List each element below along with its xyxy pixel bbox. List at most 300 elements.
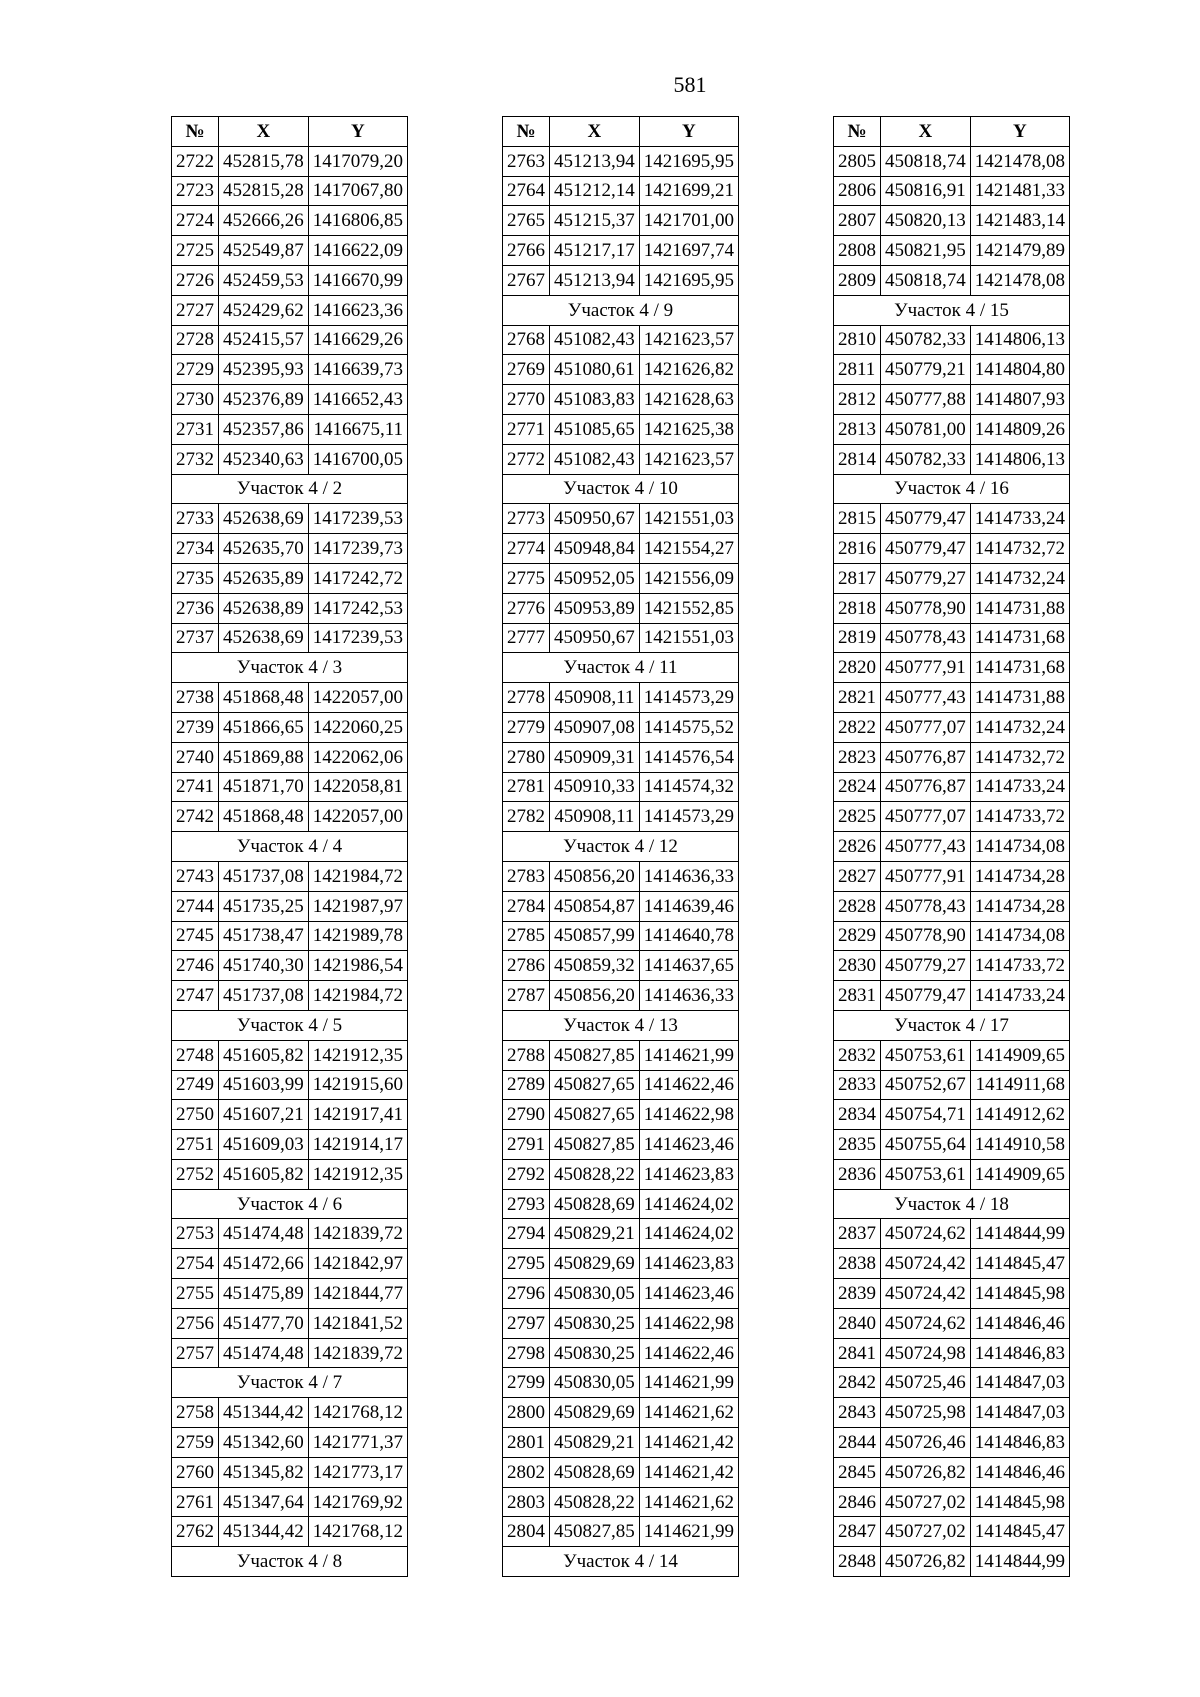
x-coordinate-cell: 450859,32 bbox=[550, 951, 640, 981]
section-row bbox=[503, 1547, 739, 1577]
table-row bbox=[172, 1308, 408, 1338]
point-number-cell: 2752 bbox=[172, 1159, 219, 1189]
section-label: Участок 4 / 11 bbox=[503, 653, 739, 683]
y-coordinate-cell: 1421839,72 bbox=[308, 1219, 407, 1249]
point-number-cell: 2726 bbox=[172, 265, 219, 295]
x-coordinate-cell: 450950,67 bbox=[550, 504, 640, 534]
x-coordinate-cell: 452635,89 bbox=[219, 563, 309, 593]
table-row bbox=[172, 1249, 408, 1279]
y-coordinate-cell: 1421481,33 bbox=[970, 176, 1069, 206]
point-number-cell: 2737 bbox=[172, 623, 219, 653]
table-row bbox=[172, 1487, 408, 1517]
point-number-cell: 2754 bbox=[172, 1249, 219, 1279]
y-coordinate-cell: 1414639,46 bbox=[639, 891, 738, 921]
y-coordinate-cell: 1421478,08 bbox=[970, 146, 1069, 176]
y-coordinate-cell: 1421552,85 bbox=[639, 593, 738, 623]
y-coordinate-cell: 1421556,09 bbox=[639, 563, 738, 593]
table-row bbox=[172, 1279, 408, 1309]
x-coordinate-cell: 450781,00 bbox=[881, 414, 971, 444]
x-coordinate-cell: 450827,65 bbox=[550, 1100, 640, 1130]
y-coordinate-cell: 1414731,68 bbox=[970, 653, 1069, 683]
x-coordinate-cell: 451083,83 bbox=[550, 385, 640, 415]
section-label: Участок 4 / 18 bbox=[834, 1189, 1070, 1219]
table-row bbox=[834, 951, 1070, 981]
table-row bbox=[172, 206, 408, 236]
x-coordinate-cell: 451474,48 bbox=[219, 1219, 309, 1249]
point-number-cell: 2755 bbox=[172, 1279, 219, 1309]
table-row bbox=[503, 1040, 739, 1070]
point-number-cell: 2756 bbox=[172, 1308, 219, 1338]
table-row bbox=[172, 593, 408, 623]
x-coordinate-cell: 450725,46 bbox=[881, 1368, 971, 1398]
x-coordinate-cell: 450727,02 bbox=[881, 1487, 971, 1517]
table-row bbox=[834, 1457, 1070, 1487]
point-number-cell: 2795 bbox=[503, 1249, 550, 1279]
point-number-cell: 2758 bbox=[172, 1398, 219, 1428]
y-coordinate-cell: 1417067,80 bbox=[308, 176, 407, 206]
point-number-cell: 2766 bbox=[503, 236, 550, 266]
section-row bbox=[503, 653, 739, 683]
table-row bbox=[834, 355, 1070, 385]
table-row bbox=[503, 891, 739, 921]
table-row bbox=[172, 444, 408, 474]
x-coordinate-cell: 452395,93 bbox=[219, 355, 309, 385]
table-row bbox=[172, 1517, 408, 1547]
table-row bbox=[834, 414, 1070, 444]
x-coordinate-cell: 452549,87 bbox=[219, 236, 309, 266]
table-row bbox=[834, 593, 1070, 623]
y-coordinate-cell: 1422060,25 bbox=[308, 712, 407, 742]
x-coordinate-cell: 450856,20 bbox=[550, 861, 640, 891]
table-row bbox=[503, 325, 739, 355]
table-row bbox=[172, 414, 408, 444]
table-row bbox=[834, 1517, 1070, 1547]
point-number-cell: 2801 bbox=[503, 1428, 550, 1458]
x-coordinate-cell: 451866,65 bbox=[219, 712, 309, 742]
point-number-cell: 2814 bbox=[834, 444, 881, 474]
point-number-cell: 2786 bbox=[503, 951, 550, 981]
table-row bbox=[172, 1040, 408, 1070]
point-number-cell: 2799 bbox=[503, 1368, 550, 1398]
table-row bbox=[503, 712, 739, 742]
point-number-cell: 2837 bbox=[834, 1219, 881, 1249]
y-coordinate-cell: 1414637,65 bbox=[639, 951, 738, 981]
x-coordinate-cell: 451868,48 bbox=[219, 802, 309, 832]
y-coordinate-cell: 1414624,02 bbox=[639, 1219, 738, 1249]
point-number-cell: 2770 bbox=[503, 385, 550, 415]
table-row bbox=[503, 1308, 739, 1338]
point-number-cell: 2841 bbox=[834, 1338, 881, 1368]
y-coordinate-cell: 1414909,65 bbox=[970, 1040, 1069, 1070]
x-coordinate-cell: 452635,70 bbox=[219, 534, 309, 564]
x-coordinate-cell: 450778,90 bbox=[881, 593, 971, 623]
point-number-cell: 2808 bbox=[834, 236, 881, 266]
y-coordinate-cell: 1422057,00 bbox=[308, 683, 407, 713]
table-row bbox=[834, 176, 1070, 206]
section-row bbox=[503, 1010, 739, 1040]
point-number-cell: 2790 bbox=[503, 1100, 550, 1130]
table-row bbox=[172, 355, 408, 385]
point-number-cell: 2839 bbox=[834, 1279, 881, 1309]
y-coordinate-cell: 1416806,85 bbox=[308, 206, 407, 236]
x-coordinate-cell: 452340,63 bbox=[219, 444, 309, 474]
x-coordinate-cell: 450827,85 bbox=[550, 1517, 640, 1547]
x-coordinate-cell: 451735,25 bbox=[219, 891, 309, 921]
x-coordinate-cell: 451344,42 bbox=[219, 1517, 309, 1547]
y-coordinate-cell: 1414621,99 bbox=[639, 1368, 738, 1398]
table-row bbox=[834, 504, 1070, 534]
table-row bbox=[834, 921, 1070, 951]
point-number-cell: 2827 bbox=[834, 861, 881, 891]
section-label: Участок 4 / 15 bbox=[834, 295, 1070, 325]
y-coordinate-cell: 1421917,41 bbox=[308, 1100, 407, 1130]
y-coordinate-cell: 1421915,60 bbox=[308, 1070, 407, 1100]
table-row bbox=[834, 444, 1070, 474]
y-coordinate-cell: 1414732,24 bbox=[970, 712, 1069, 742]
point-number-cell: 2774 bbox=[503, 534, 550, 564]
table-row bbox=[503, 1368, 739, 1398]
point-number-cell: 2738 bbox=[172, 683, 219, 713]
point-number-cell: 2817 bbox=[834, 563, 881, 593]
point-number-cell: 2847 bbox=[834, 1517, 881, 1547]
y-coordinate-cell: 1414622,46 bbox=[639, 1338, 738, 1368]
y-coordinate-cell: 1414573,29 bbox=[639, 802, 738, 832]
x-coordinate-cell: 452815,28 bbox=[219, 176, 309, 206]
y-coordinate-cell: 1414731,88 bbox=[970, 593, 1069, 623]
x-coordinate-cell: 450779,47 bbox=[881, 981, 971, 1011]
table-row bbox=[834, 981, 1070, 1011]
y-coordinate-cell: 1414845,98 bbox=[970, 1487, 1069, 1517]
point-number-cell: 2811 bbox=[834, 355, 881, 385]
x-coordinate-cell: 450724,98 bbox=[881, 1338, 971, 1368]
point-number-cell: 2815 bbox=[834, 504, 881, 534]
table-row bbox=[834, 1487, 1070, 1517]
table-row bbox=[503, 1219, 739, 1249]
y-coordinate-cell: 1416675,11 bbox=[308, 414, 407, 444]
table-row bbox=[834, 1249, 1070, 1279]
y-coordinate-cell: 1421914,17 bbox=[308, 1130, 407, 1160]
x-coordinate-cell: 452638,69 bbox=[219, 504, 309, 534]
x-coordinate-cell: 450777,91 bbox=[881, 653, 971, 683]
y-coordinate-cell: 1421773,17 bbox=[308, 1457, 407, 1487]
table-row bbox=[834, 146, 1070, 176]
table-row bbox=[503, 742, 739, 772]
point-number-cell: 2794 bbox=[503, 1219, 550, 1249]
y-coordinate-cell: 1421699,21 bbox=[639, 176, 738, 206]
table-row bbox=[503, 414, 739, 444]
y-coordinate-cell: 1414732,24 bbox=[970, 563, 1069, 593]
table-header-row bbox=[172, 117, 408, 147]
y-coordinate-cell: 1414636,33 bbox=[639, 981, 738, 1011]
table-row bbox=[834, 1279, 1070, 1309]
point-number-cell: 2819 bbox=[834, 623, 881, 653]
point-number-cell: 2734 bbox=[172, 534, 219, 564]
point-number-cell: 2722 bbox=[172, 146, 219, 176]
point-number-cell: 2830 bbox=[834, 951, 881, 981]
page-number: 581 bbox=[673, 72, 707, 97]
x-coordinate-cell: 451472,66 bbox=[219, 1249, 309, 1279]
y-coordinate-cell: 1421551,03 bbox=[639, 623, 738, 653]
x-coordinate-cell: 450782,33 bbox=[881, 325, 971, 355]
table-row bbox=[503, 623, 739, 653]
point-number-cell: 2740 bbox=[172, 742, 219, 772]
y-coordinate-cell: 1414576,54 bbox=[639, 742, 738, 772]
point-number-cell: 2772 bbox=[503, 444, 550, 474]
x-coordinate-cell: 451215,37 bbox=[550, 206, 640, 236]
y-coordinate-cell: 1414845,47 bbox=[970, 1249, 1069, 1279]
point-number-cell: 2797 bbox=[503, 1308, 550, 1338]
point-number-cell: 2843 bbox=[834, 1398, 881, 1428]
table-row bbox=[503, 1130, 739, 1160]
table-row bbox=[172, 891, 408, 921]
point-number-cell: 2745 bbox=[172, 921, 219, 951]
y-coordinate-cell: 1414640,78 bbox=[639, 921, 738, 951]
table-row bbox=[834, 1547, 1070, 1577]
table-row bbox=[834, 265, 1070, 295]
point-number-cell: 2765 bbox=[503, 206, 550, 236]
table-row bbox=[834, 1398, 1070, 1428]
y-coordinate-cell: 1416652,43 bbox=[308, 385, 407, 415]
x-coordinate-cell: 450827,85 bbox=[550, 1040, 640, 1070]
table-row bbox=[172, 861, 408, 891]
y-coordinate-cell: 1414844,99 bbox=[970, 1547, 1069, 1577]
x-coordinate-cell: 450910,33 bbox=[550, 772, 640, 802]
table-row bbox=[172, 236, 408, 266]
point-number-cell: 2823 bbox=[834, 742, 881, 772]
x-coordinate-cell: 451212,14 bbox=[550, 176, 640, 206]
header-x: X bbox=[219, 117, 309, 147]
y-coordinate-cell: 1421478,08 bbox=[970, 265, 1069, 295]
x-coordinate-cell: 452666,26 bbox=[219, 206, 309, 236]
y-coordinate-cell: 1414845,47 bbox=[970, 1517, 1069, 1547]
table-row bbox=[834, 1070, 1070, 1100]
y-coordinate-cell: 1414636,33 bbox=[639, 861, 738, 891]
table-row bbox=[834, 1219, 1070, 1249]
point-number-cell: 2822 bbox=[834, 712, 881, 742]
x-coordinate-cell: 450821,95 bbox=[881, 236, 971, 266]
table-row bbox=[503, 1159, 739, 1189]
table-row bbox=[834, 385, 1070, 415]
x-coordinate-cell: 451082,43 bbox=[550, 444, 640, 474]
y-coordinate-cell: 1414623,46 bbox=[639, 1279, 738, 1309]
point-number-cell: 2760 bbox=[172, 1457, 219, 1487]
header-x: X bbox=[881, 117, 971, 147]
point-number-cell: 2833 bbox=[834, 1070, 881, 1100]
table-row bbox=[834, 1308, 1070, 1338]
x-coordinate-cell: 450818,74 bbox=[881, 146, 971, 176]
y-coordinate-cell: 1416623,36 bbox=[308, 295, 407, 325]
table-row bbox=[172, 1100, 408, 1130]
y-coordinate-cell: 1414806,13 bbox=[970, 444, 1069, 474]
point-number-cell: 2781 bbox=[503, 772, 550, 802]
table-row bbox=[503, 1457, 739, 1487]
section-label: Участок 4 / 16 bbox=[834, 474, 1070, 504]
y-coordinate-cell: 1414621,62 bbox=[639, 1398, 738, 1428]
table-row bbox=[503, 1428, 739, 1458]
y-coordinate-cell: 1421551,03 bbox=[639, 504, 738, 534]
table-row bbox=[172, 385, 408, 415]
point-number-cell: 2818 bbox=[834, 593, 881, 623]
table-row bbox=[834, 891, 1070, 921]
y-coordinate-cell: 1416670,99 bbox=[308, 265, 407, 295]
y-coordinate-cell: 1414621,42 bbox=[639, 1457, 738, 1487]
x-coordinate-cell: 450828,69 bbox=[550, 1457, 640, 1487]
section-label: Участок 4 / 8 bbox=[172, 1547, 408, 1577]
point-number-cell: 2831 bbox=[834, 981, 881, 1011]
x-coordinate-cell: 450778,43 bbox=[881, 623, 971, 653]
point-number-cell: 2787 bbox=[503, 981, 550, 1011]
point-number-cell: 2750 bbox=[172, 1100, 219, 1130]
point-number-cell: 2812 bbox=[834, 385, 881, 415]
y-coordinate-cell: 1414911,68 bbox=[970, 1070, 1069, 1100]
x-coordinate-cell: 450724,62 bbox=[881, 1219, 971, 1249]
y-coordinate-cell: 1421984,72 bbox=[308, 981, 407, 1011]
table-row bbox=[834, 861, 1070, 891]
y-coordinate-cell: 1414733,24 bbox=[970, 772, 1069, 802]
y-coordinate-cell: 1421554,27 bbox=[639, 534, 738, 564]
x-coordinate-cell: 450908,11 bbox=[550, 802, 640, 832]
point-number-cell: 2731 bbox=[172, 414, 219, 444]
section-row bbox=[172, 474, 408, 504]
table-row bbox=[834, 206, 1070, 236]
point-number-cell: 2792 bbox=[503, 1159, 550, 1189]
y-coordinate-cell: 1414621,99 bbox=[639, 1040, 738, 1070]
x-coordinate-cell: 450776,87 bbox=[881, 772, 971, 802]
y-coordinate-cell: 1414846,83 bbox=[970, 1428, 1069, 1458]
table-row bbox=[834, 802, 1070, 832]
y-coordinate-cell: 1421483,14 bbox=[970, 206, 1069, 236]
section-label: Участок 4 / 13 bbox=[503, 1010, 739, 1040]
table-row bbox=[834, 1368, 1070, 1398]
y-coordinate-cell: 1414847,03 bbox=[970, 1398, 1069, 1428]
y-coordinate-cell: 1421839,72 bbox=[308, 1338, 407, 1368]
x-coordinate-cell: 451605,82 bbox=[219, 1040, 309, 1070]
x-coordinate-cell: 451474,48 bbox=[219, 1338, 309, 1368]
y-coordinate-cell: 1421768,12 bbox=[308, 1398, 407, 1428]
y-coordinate-cell: 1414573,29 bbox=[639, 683, 738, 713]
y-coordinate-cell: 1414733,24 bbox=[970, 504, 1069, 534]
point-number-cell: 2748 bbox=[172, 1040, 219, 1070]
point-number-cell: 2759 bbox=[172, 1428, 219, 1458]
y-coordinate-cell: 1421841,52 bbox=[308, 1308, 407, 1338]
section-row bbox=[503, 832, 739, 862]
x-coordinate-cell: 451217,17 bbox=[550, 236, 640, 266]
y-coordinate-cell: 1421695,95 bbox=[639, 265, 738, 295]
point-number-cell: 2826 bbox=[834, 832, 881, 862]
point-number-cell: 2813 bbox=[834, 414, 881, 444]
y-coordinate-cell: 1414733,72 bbox=[970, 802, 1069, 832]
y-coordinate-cell: 1421912,35 bbox=[308, 1159, 407, 1189]
x-coordinate-cell: 451344,42 bbox=[219, 1398, 309, 1428]
y-coordinate-cell: 1422057,00 bbox=[308, 802, 407, 832]
y-coordinate-cell: 1421771,37 bbox=[308, 1428, 407, 1458]
point-number-cell: 2763 bbox=[503, 146, 550, 176]
point-number-cell: 2749 bbox=[172, 1070, 219, 1100]
section-row bbox=[503, 474, 739, 504]
x-coordinate-cell: 450828,22 bbox=[550, 1487, 640, 1517]
point-number-cell: 2735 bbox=[172, 563, 219, 593]
point-number-cell: 2807 bbox=[834, 206, 881, 236]
table-row bbox=[172, 981, 408, 1011]
table-row bbox=[503, 385, 739, 415]
table-row bbox=[503, 802, 739, 832]
x-coordinate-cell: 450777,07 bbox=[881, 712, 971, 742]
y-coordinate-cell: 1421989,78 bbox=[308, 921, 407, 951]
section-label: Участок 4 / 9 bbox=[503, 295, 739, 325]
x-coordinate-cell: 451738,47 bbox=[219, 921, 309, 951]
y-coordinate-cell: 1414624,02 bbox=[639, 1189, 738, 1219]
x-coordinate-cell: 450777,43 bbox=[881, 832, 971, 862]
y-coordinate-cell: 1416629,26 bbox=[308, 325, 407, 355]
x-coordinate-cell: 452638,69 bbox=[219, 623, 309, 653]
y-coordinate-cell: 1421984,72 bbox=[308, 861, 407, 891]
x-coordinate-cell: 450779,47 bbox=[881, 504, 971, 534]
x-coordinate-cell: 451869,88 bbox=[219, 742, 309, 772]
table-row bbox=[503, 951, 739, 981]
section-label: Участок 4 / 4 bbox=[172, 832, 408, 862]
y-coordinate-cell: 1414846,83 bbox=[970, 1338, 1069, 1368]
x-coordinate-cell: 452376,89 bbox=[219, 385, 309, 415]
point-number-cell: 2732 bbox=[172, 444, 219, 474]
table-row bbox=[503, 504, 739, 534]
x-coordinate-cell: 451342,60 bbox=[219, 1428, 309, 1458]
y-coordinate-cell: 1414846,46 bbox=[970, 1308, 1069, 1338]
y-coordinate-cell: 1417239,73 bbox=[308, 534, 407, 564]
x-coordinate-cell: 451213,94 bbox=[550, 146, 640, 176]
y-coordinate-cell: 1414622,46 bbox=[639, 1070, 738, 1100]
section-label: Участок 4 / 2 bbox=[172, 474, 408, 504]
section-row bbox=[834, 1189, 1070, 1219]
coordinate-table-1 bbox=[171, 116, 408, 1577]
point-number-cell: 2776 bbox=[503, 593, 550, 623]
x-coordinate-cell: 450777,91 bbox=[881, 861, 971, 891]
point-number-cell: 2835 bbox=[834, 1130, 881, 1160]
point-number-cell: 2743 bbox=[172, 861, 219, 891]
x-coordinate-cell: 450818,74 bbox=[881, 265, 971, 295]
y-coordinate-cell: 1421844,77 bbox=[308, 1279, 407, 1309]
x-coordinate-cell: 450777,88 bbox=[881, 385, 971, 415]
x-coordinate-cell: 450854,87 bbox=[550, 891, 640, 921]
table-row bbox=[172, 1398, 408, 1428]
table-row bbox=[834, 1338, 1070, 1368]
point-number-cell: 2821 bbox=[834, 683, 881, 713]
point-number-cell: 2798 bbox=[503, 1338, 550, 1368]
table-row bbox=[172, 772, 408, 802]
table-row bbox=[834, 623, 1070, 653]
x-coordinate-cell: 451347,64 bbox=[219, 1487, 309, 1517]
table-body bbox=[503, 146, 739, 1576]
x-coordinate-cell: 451085,65 bbox=[550, 414, 640, 444]
y-coordinate-cell: 1414912,62 bbox=[970, 1100, 1069, 1130]
y-coordinate-cell: 1421842,97 bbox=[308, 1249, 407, 1279]
y-coordinate-cell: 1414910,58 bbox=[970, 1130, 1069, 1160]
x-coordinate-cell: 450777,43 bbox=[881, 683, 971, 713]
x-coordinate-cell: 450726,82 bbox=[881, 1547, 971, 1577]
table-row bbox=[503, 355, 739, 385]
y-coordinate-cell: 1421623,57 bbox=[639, 325, 738, 355]
section-row bbox=[172, 832, 408, 862]
point-number-cell: 2783 bbox=[503, 861, 550, 891]
point-number-cell: 2846 bbox=[834, 1487, 881, 1517]
header-num: № bbox=[834, 117, 881, 147]
y-coordinate-cell: 1414733,72 bbox=[970, 951, 1069, 981]
y-coordinate-cell: 1414623,83 bbox=[639, 1249, 738, 1279]
table-row bbox=[172, 325, 408, 355]
x-coordinate-cell: 451740,30 bbox=[219, 951, 309, 981]
table-row bbox=[834, 712, 1070, 742]
table-row bbox=[172, 1130, 408, 1160]
x-coordinate-cell: 450827,85 bbox=[550, 1130, 640, 1160]
